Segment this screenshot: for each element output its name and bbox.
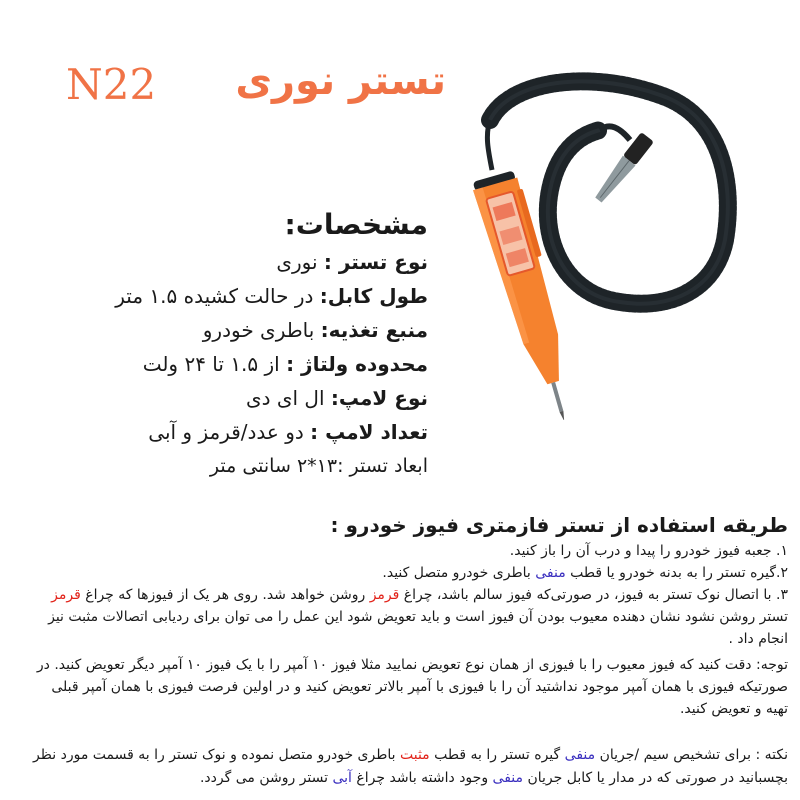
spec-value: از ۱.۵ تا ۲۴ ولت xyxy=(142,352,287,376)
spec-key: نوع تستر : xyxy=(323,250,428,274)
spec-tester-type xyxy=(115,245,428,279)
spec-voltage-range xyxy=(115,347,428,381)
note-text: تستر روشن می گردد. xyxy=(199,770,333,786)
negative-highlight: منفی xyxy=(492,770,524,786)
spec-power-source xyxy=(115,313,428,347)
red-highlight: قرمز xyxy=(51,587,81,603)
usage-step-3-text: روشن خواهد شد. روی هر یک از فیوزها که چراغ xyxy=(80,587,370,603)
positive-highlight: مثبت xyxy=(399,747,430,763)
product-title xyxy=(66,58,446,128)
specifications-heading: مشخصات: xyxy=(284,208,428,241)
title-persian: تستر نوری xyxy=(235,58,446,104)
usage-step-3-text: ۳. با اتصال نوک تستر به فیوز، در صورتی‌که فیوز سالم باشد، چراغ xyxy=(399,587,788,603)
usage-step-1: ۱. جعبه فیوز خودرو را پیدا و درب آن را باز کنید. xyxy=(509,543,788,559)
negative-highlight: منفی xyxy=(564,747,596,763)
usage-step-3 xyxy=(28,584,788,650)
spec-key: منبع تغذیه: xyxy=(320,318,428,342)
note-text: نکته : برای تشخیص سیم /جریان xyxy=(595,747,788,763)
note-paragraph xyxy=(8,744,788,790)
note-text: گیره تستر را به قطب xyxy=(429,747,565,763)
usage-instructions xyxy=(28,510,788,720)
spec-value: در حالت کشیده ۱.۵ متر xyxy=(115,284,320,308)
spec-value: نوری xyxy=(276,250,324,274)
usage-step-2-text: باطری خودرو متصل کنید. xyxy=(382,565,536,581)
spec-dimensions: ابعاد تستر :۱۳*۲ سانتی متر xyxy=(209,455,428,477)
circuit-tester-with-coiled-cable-icon xyxy=(470,40,770,420)
title-model: N22 xyxy=(66,60,157,109)
spec-value: ال ای دی xyxy=(245,386,331,410)
specifications-section xyxy=(115,205,428,483)
spec-lamp-type xyxy=(115,381,428,415)
usage-caution: توجه: دقت کنید که فیوز معیوب را با فیوزی از همان نوع تعویض نمایید مثلا فیوز ۱۰ آمپر را با یک فیوز ۱۰ آمپر دیگر تعویض کنید. در صورتیکه فیوزی با همان آمپر موجود نداشتید آن را با فیوزی با آمپر بالاتر تعویض کنید و در اولین فرصت فیوزی با همان آمپر قبلی تهیه و تعویض کنید. xyxy=(36,657,788,717)
spec-key: محدوده ولتاژ : xyxy=(286,352,428,376)
spec-value: باطری خودرو xyxy=(202,318,321,342)
red-highlight: قرمز xyxy=(369,587,400,603)
spec-key: طول کابل: xyxy=(319,284,428,308)
usage-step-2 xyxy=(28,562,788,584)
usage-heading: طریقه استفاده از تستر فازمتری فیوز خودرو : xyxy=(330,513,788,537)
spec-key: تعداد لامپ : xyxy=(310,420,428,444)
spec-cable-length xyxy=(115,279,428,313)
note-text: باطری خودرو متصل نموده و نوک تستر را به قسمت مورد نظر بچسبانید در صورتی که در مدار یا کابل جریان xyxy=(33,747,788,786)
blue-highlight: آبی xyxy=(332,770,352,786)
note-text: وجود داشته باشد چراغ xyxy=(351,770,493,786)
usage-step-2-text: ۲.گیره تستر را به بدنه خودرو یا قطب xyxy=(565,565,788,581)
negative-highlight: منفی xyxy=(535,565,566,581)
usage-step-3-text: تستر روشن نشود نشان دهنده معیوب بودن آن فیوز است و باید تعویض شود این عمل را می توان برای ردیابی اتصالات مثبت نیز انجام داد . xyxy=(48,609,788,647)
spec-key: نوع لامپ: xyxy=(330,386,428,410)
spec-value: دو عدد/قرمز و آبی xyxy=(148,420,311,444)
spec-lamp-count xyxy=(115,415,428,449)
